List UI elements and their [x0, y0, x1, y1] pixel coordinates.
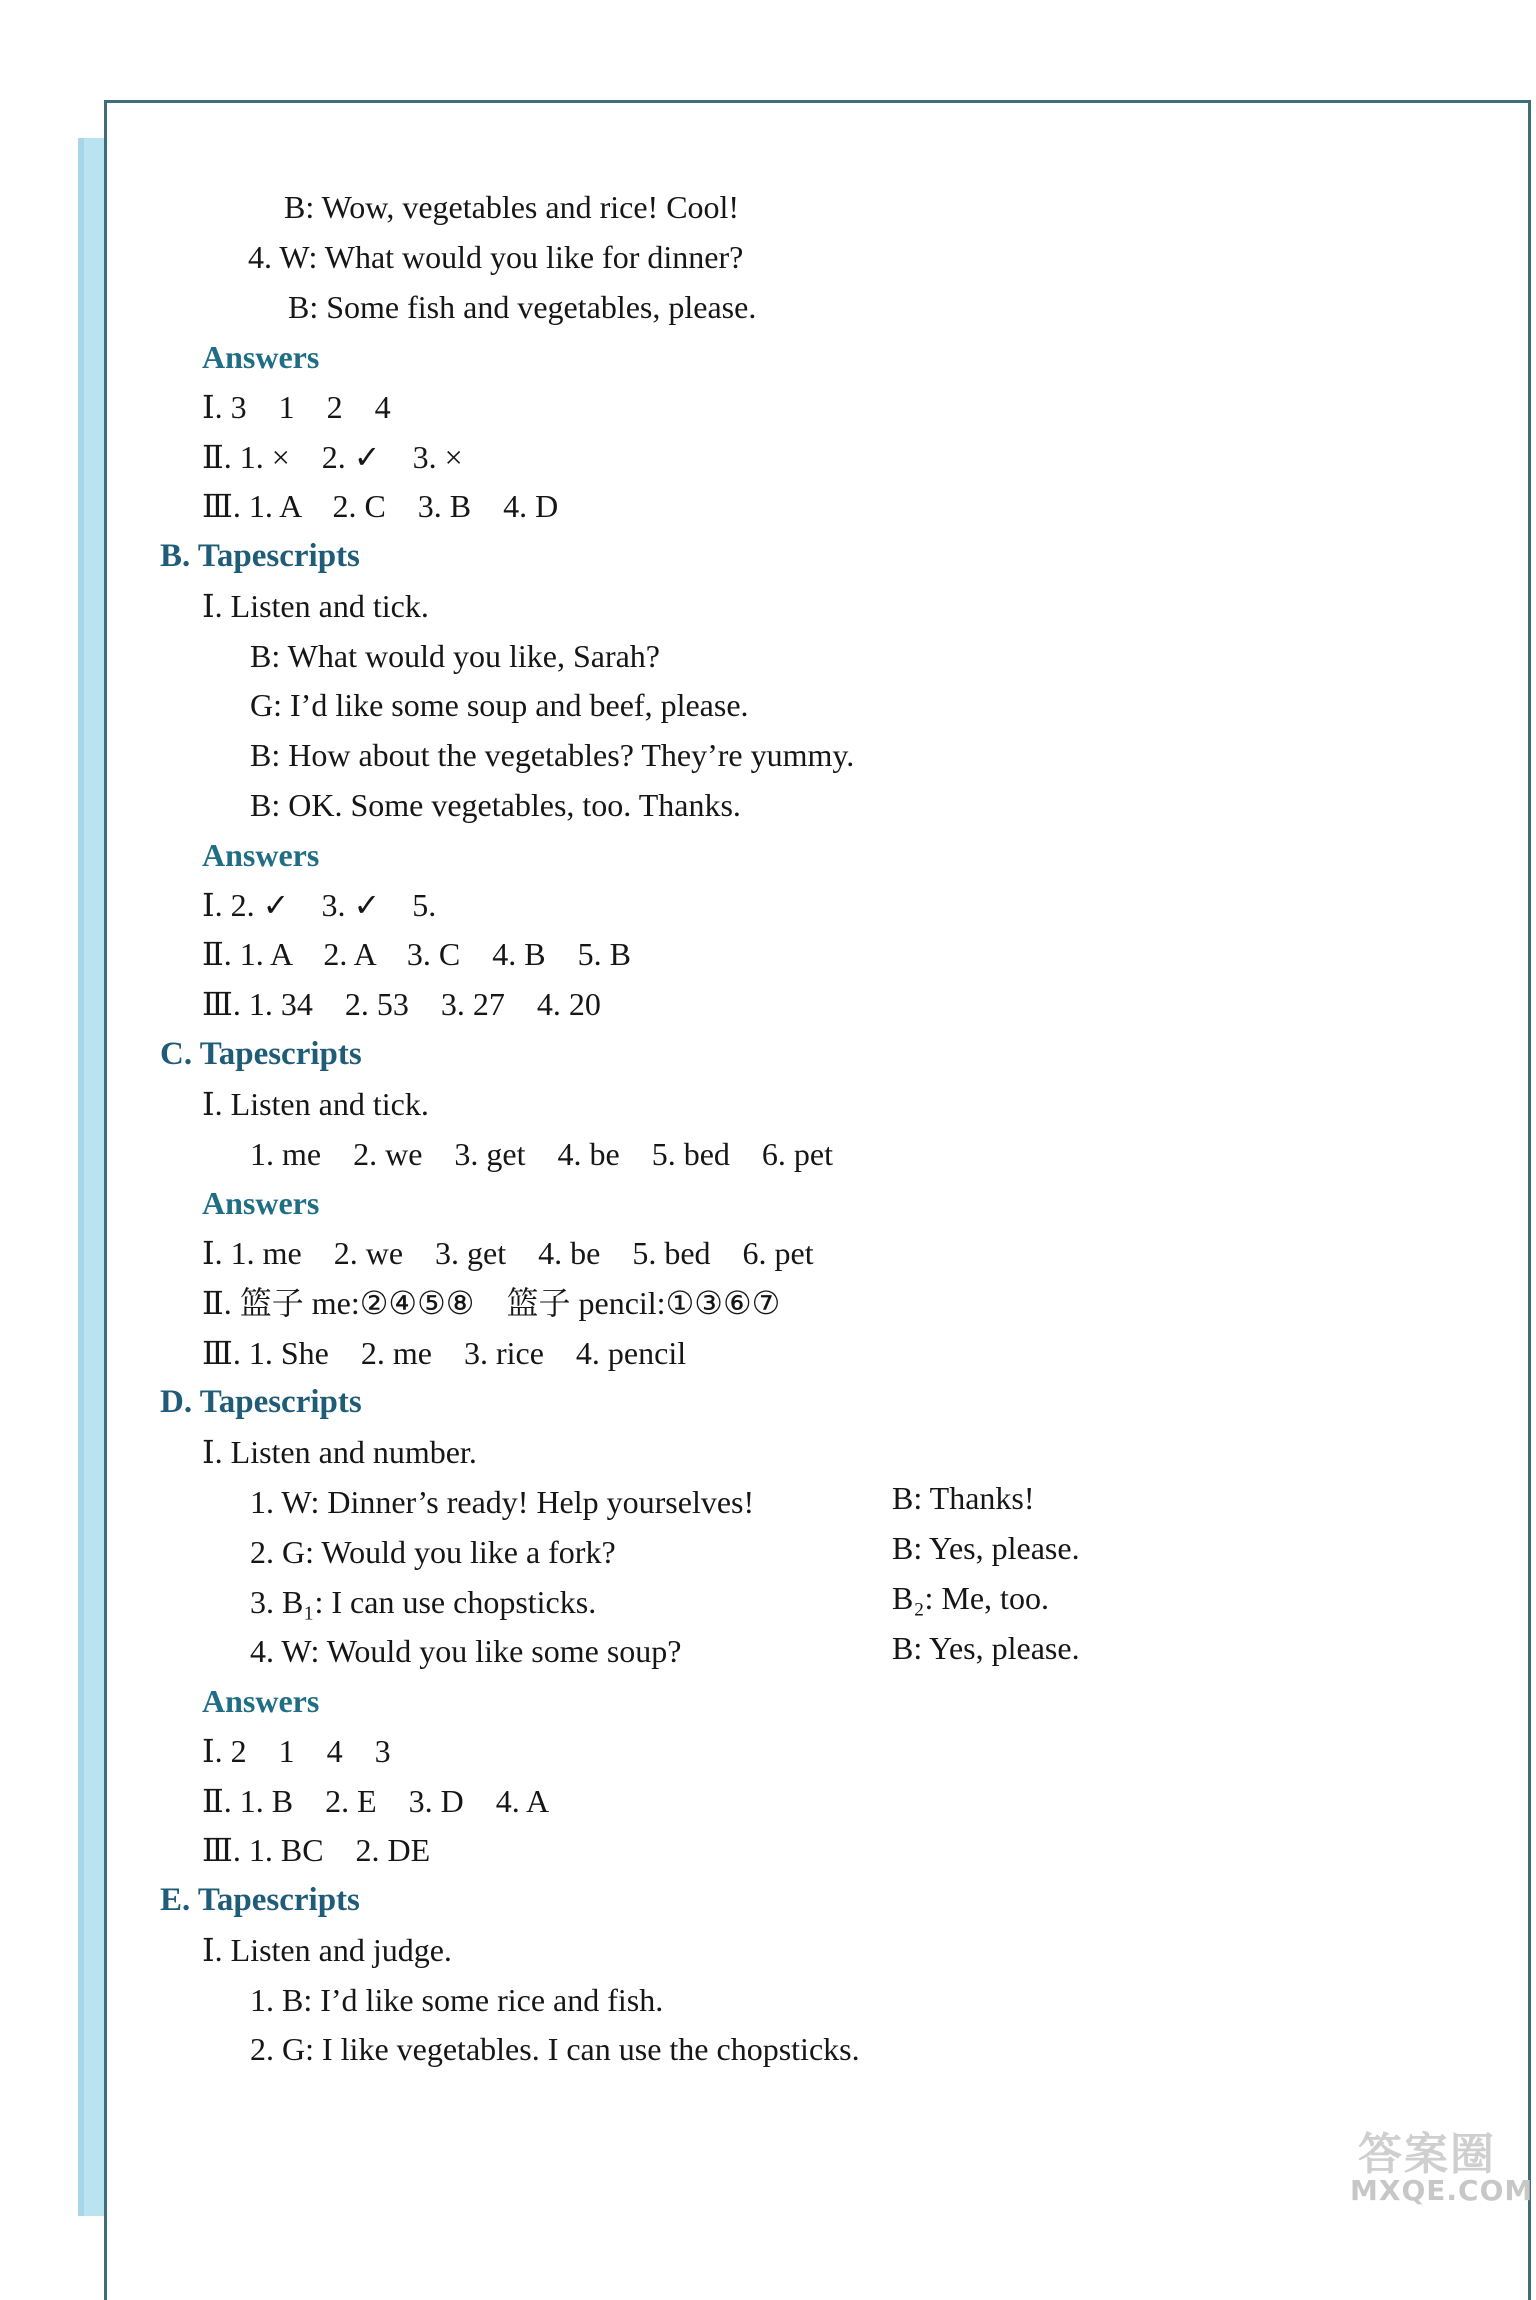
section-heading: E. Tapescripts	[160, 1882, 360, 1918]
dialogue-line: B: Some fish and vegetables, please.	[288, 289, 757, 325]
answer-line: Ⅰ. 3 1 2 4	[202, 389, 391, 425]
watermark-url: MXQE.COM	[1350, 2174, 1534, 2207]
dialogue-line: B: Wow, vegetables and rice! Cool!	[284, 189, 740, 225]
task-line: Ⅰ. Listen and number.	[202, 1434, 477, 1470]
section-heading: B. Tapescripts	[160, 538, 360, 574]
page-edge-shade	[78, 138, 84, 2216]
watermark-logo	[1340, 2118, 1534, 2210]
dialogue-line: 4. W: What would you like for dinner?	[248, 239, 744, 275]
section-heading: C. Tapescripts	[160, 1036, 362, 1072]
answer-line: Ⅱ. 篮子 me:②④⑤⑧ 篮子 pencil:①③⑥⑦	[202, 1285, 781, 1321]
dialogue-left: 4. W: Would you like some soup?	[250, 1633, 682, 1669]
dialogue-right: B: Yes, please.	[892, 1630, 1080, 1666]
section-heading: D. Tapescripts	[160, 1384, 362, 1420]
answer-line: Ⅰ. 2 1 4 3	[202, 1733, 391, 1769]
dialogue-line: 2. G: I like vegetables. I can use the chopsticks.	[250, 2031, 860, 2067]
task-line: Ⅰ. Listen and judge.	[202, 1932, 452, 1968]
answer-line: Ⅰ. 1. me 2. we 3. get 4. be 5. bed 6. pet	[202, 1235, 814, 1271]
dialogue-line: 1. B: I’d like some rice and fish.	[250, 1982, 664, 2018]
answers-heading: Answers	[202, 339, 320, 375]
answers-heading: Answers	[202, 1185, 320, 1221]
dialogue-line: B: How about the vegetables? They’re yummy.	[250, 737, 855, 773]
dialogue-left: 1. W: Dinner’s ready! Help yourselves!	[250, 1484, 755, 1520]
dialogue-left: 2. G: Would you like a fork?	[250, 1534, 616, 1570]
dialogue-right: B₂: Me, too.	[892, 1580, 1049, 1616]
dialogue-right: B: Yes, please.	[892, 1530, 1080, 1566]
task-line: Ⅰ. Listen and tick.	[202, 588, 429, 624]
watermark-title: 答案圈	[1358, 2129, 1496, 2180]
task-line: Ⅰ. Listen and tick.	[202, 1086, 429, 1122]
answers-heading: Answers	[202, 1683, 320, 1719]
answer-line: Ⅲ. 1. 34 2. 53 3. 27 4. 20	[202, 986, 601, 1022]
dialogue-line: B: What would you like, Sarah?	[250, 638, 660, 674]
answers-heading: Answers	[202, 837, 320, 873]
answer-line: Ⅲ. 1. A 2. C 3. B 4. D	[202, 488, 559, 524]
answer-line: Ⅱ. 1. B 2. E 3. D 4. A	[202, 1783, 550, 1819]
dialogue-line: G: I’d like some soup and beef, please.	[250, 687, 749, 723]
dialogue-left: 3. B₁: I can use chopsticks.	[250, 1584, 597, 1620]
answer-line: Ⅰ. 2. ✓ 3. ✓ 5.	[202, 887, 437, 923]
word-list: 1. me 2. we 3. get 4. be 5. bed 6. pet	[250, 1136, 833, 1172]
dialogue-line: B: OK. Some vegetables, too. Thanks.	[250, 787, 741, 823]
dialogue-right: B: Thanks!	[892, 1480, 1035, 1516]
answer-line: Ⅲ. 1. She 2. me 3. rice 4. pencil	[202, 1335, 687, 1371]
answer-line: Ⅲ. 1. BC 2. DE	[202, 1832, 431, 1868]
answer-line: Ⅱ. 1. × 2. ✓ 3. ×	[202, 439, 463, 475]
answer-line: Ⅱ. 1. A 2. A 3. C 4. B 5. B	[202, 936, 631, 972]
